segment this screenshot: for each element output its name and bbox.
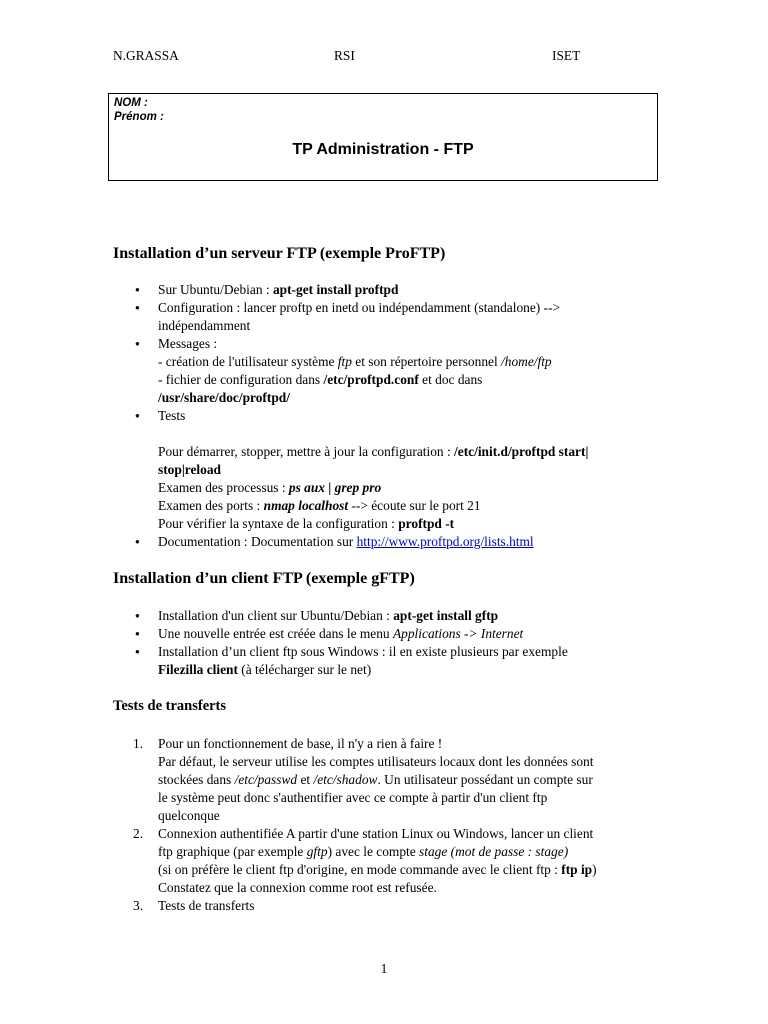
command: apt-get install proftpd [272, 282, 399, 297]
list-item: ● Messages : - création de l'utilisateur système ftp et son répertoire personnel /home/ftp - fichier de configuration dans /etc/proftpd.conf et doc dans /usr/share/doc/proftpd/ [113, 335, 653, 407]
list-item: 1. Pour un fonctionnement de base, il n'y a rien à faire ! Par défaut, le serveur utilise les comptes utilisateurs locaux dont les données sont stockées dans /etc/passwd et /etc/shadow. Un utilisateur possédant un compte sur le système peut donc s'authentifier avec ce compte à partir d'un client ftp quelconque [133, 736, 594, 823]
section-title-client: Installation d’un client FTP (exemple gFTP) [113, 570, 415, 587]
list-item: ● Documentation : Documentation sur http://www.proftpd.org/lists.html [113, 533, 653, 551]
page-number: 1 [380, 961, 388, 976]
nom-label: NOM : [114, 97, 148, 109]
client-install-list [113, 607, 653, 679]
list-item: ● Tests Pour démarrer, stopper, mettre à jour la configuration : /etc/init.d/proftpd start| stop|reload Examen des processus : ps aux | grep pro Examen des ports : nmap localhost --> écoute sur le port 21 Pour vérifier la syntaxe de la configuration : proftpd -t [113, 407, 653, 533]
header-dept: RSI [334, 48, 355, 63]
server-install-list [113, 281, 653, 551]
section-title-tests: Tests de transferts [113, 698, 227, 714]
list-item: ● Installation d'un client sur Ubuntu/Debian : apt-get install gftp [113, 607, 653, 625]
tests-list [113, 735, 653, 915]
list-item: ● Configuration : lancer proftp en inetd ou indépendamment (standalone) --> indépendamment [113, 299, 653, 335]
list-item: ● Sur Ubuntu/Debian : apt-get install proftpd [113, 281, 653, 299]
student-id-box [108, 93, 658, 181]
list-item: 2. Connexion authentifiée A partir d'une station Linux ou Windows, lancer un client ftp graphique (par exemple gftp) avec le compte stage (mot de passe : stage) (si on préfère le client ftp d'origine, en mode commande avec le client ftp : ftp ip) Constatez que la connexion comme root est refusée. [133, 826, 597, 895]
section-title-server: Installation d’un serveur FTP (exemple ProFTP) [113, 245, 446, 262]
page-header [0, 47, 768, 65]
document-title: TP Administration - FTP [292, 141, 474, 158]
list-item: 3. Tests de transferts [133, 898, 255, 913]
prenom-label: Prénom : [114, 111, 164, 123]
list-item: ● Une nouvelle entrée est créée dans le menu Applications -> Internet [113, 625, 653, 643]
list-item: ● Installation d’un client ftp sous Windows : il en existe plusieurs par exemple Filezilla client (à télécharger sur le net) [113, 643, 653, 679]
documentation-link[interactable]: http://www.proftpd.org/lists.html [356, 534, 534, 549]
header-author: N.GRASSA [113, 48, 179, 63]
header-school: ISET [552, 48, 581, 63]
